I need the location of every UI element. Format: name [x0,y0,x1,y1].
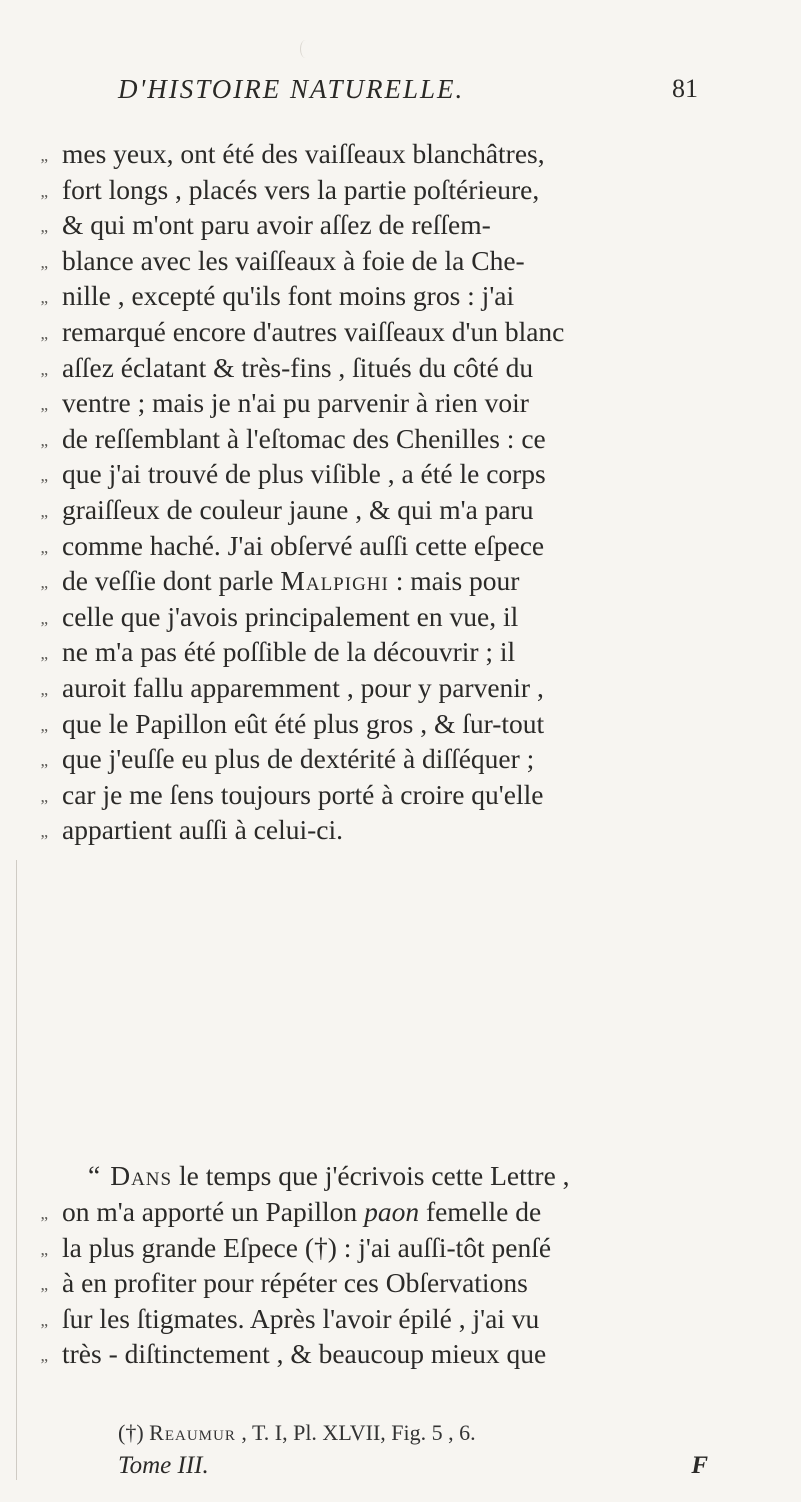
quote-mark: „ [40,786,48,806]
quote-mark: „ [40,1204,48,1223]
footnote [118,1420,476,1446]
text-line [0,243,801,279]
quote-mark: „ [40,537,48,557]
footnote-author: Reaumur [149,1420,236,1445]
text-line [0,1265,801,1301]
text-line [0,136,801,172]
page-number: 81 [672,74,698,103]
first-word: Dans [110,1160,173,1191]
quote-mark: „ [40,146,48,165]
quote-mark: „ [40,1310,48,1330]
quote-mark: „ [40,751,48,771]
line-text: à en profiter pour répéter ces Obſervations [62,1267,528,1299]
italic-word: paon [364,1196,420,1227]
text-line [0,599,801,635]
quote-mark: „ [40,430,48,450]
quote-mark: „ [40,395,48,415]
text-line [0,670,801,706]
quote-mark: „ [40,822,48,842]
line-text: aſſez éclatant & très-fins , ſitués du côté du [62,351,534,383]
text-after: femelle de [419,1196,542,1227]
text-line [0,706,801,742]
line-text: fort longs , placés vers la partie poſtérieure, [62,173,540,205]
text-after: : mais pour [388,565,520,597]
text-line [0,1158,801,1194]
text-before: de veſſie dont parle [62,565,281,597]
text-line [0,385,801,421]
footnote-marker: (†) [118,1420,144,1445]
text-line [0,207,801,243]
line-text: la plus grande Eſpece (†) : j'ai auſſi-tôt penſé [62,1231,552,1263]
line-text: & qui m'ont paru avoir aſſez de reſſem- [62,209,491,241]
quote-mark: „ [40,324,48,343]
line-text: que j'ai trouvé de plus viſible , a été le corps [62,458,546,490]
line-text: auroit fallu apparemment , pour y parvenir , [62,672,544,703]
line-text: ventre ; mais je n'ai pu parvenir à rien voir [62,387,529,419]
text-line [0,563,801,599]
line-text: très - diſtinctement , & beaucoup mieux que [62,1338,547,1370]
quote-mark: „ [40,644,48,664]
ink-mark [300,40,311,58]
line-text: comme haché. J'ai obſervé auſſi cette eſpece [62,529,545,561]
text-line [0,278,801,314]
line-text: ſur les ſtigmates. Après l'avoir épilé , j'ai vu [62,1302,540,1334]
signature-mark: F [691,1452,708,1479]
line-text: nille , excepté qu'ils font moins gros : j'ai [62,280,515,312]
quote-mark: „ [40,1275,48,1295]
opening-quote: “ [88,1160,101,1191]
line-text: que j'euſſe eu plus de dextérité à diſſéquer ; [62,743,535,775]
text-line [0,1230,801,1266]
signature-line [118,1452,708,1488]
text-line [0,314,801,350]
volume-label: Tome III. [118,1452,209,1479]
footnote-reference: , T. I, Pl. XLVII, Fig. 5 , 6. [235,1420,476,1445]
proper-name: Malpighi [280,565,389,597]
quote-mark: „ [40,288,48,308]
quote-mark: „ [40,1239,48,1259]
text-line [0,172,801,208]
text-line [0,1194,801,1230]
line-text [62,1194,541,1230]
line-text [62,563,519,599]
line-text: que le Papillon eût été plus gros , & ſur-tout [62,707,545,739]
line-text: appartient auſſi à celui-ci. [62,814,343,846]
text-line [0,421,801,457]
line-text: ne m'a pas été poſſible de la découvrir ; il [62,636,516,668]
quote-mark: „ [40,502,48,521]
text-rest: le temps que j'écrivois cette Lettre , [172,1160,570,1191]
text-line [0,350,801,386]
line-text: blance avec les vaiſſeaux à foie de la Che- [62,244,525,276]
quote-mark: „ [40,680,48,699]
page-header [118,74,698,114]
quote-mark: „ [40,359,48,379]
line-text: mes yeux, ont été des vaiſſeaux blanchâtres, [62,138,545,169]
line-text: graiſſeux de couleur jaune , & qui m'a paru [62,494,534,525]
line-text: remarqué encore d'autres vaiſſeaux d'un blanc [62,316,565,347]
text-line [0,741,801,777]
quote-mark: „ [40,181,48,201]
running-title: D'HISTOIRE NATURELLE. [118,74,465,104]
margin-rule [16,860,17,1480]
text-line [0,456,801,492]
text-line [0,812,801,848]
text-line [0,1336,801,1372]
text-line [0,634,801,670]
text-line [0,492,801,528]
quote-mark: „ [40,252,48,272]
text-line [0,528,801,564]
text-line [0,777,801,813]
quote-mark: „ [40,573,48,593]
line-text: de reſſemblant à l'eſtomac des Chenilles : ce [62,422,546,454]
quote-mark: „ [40,715,48,735]
line-text [88,1158,570,1194]
quote-mark: „ [40,1346,48,1366]
line-text: car je me ſens toujours porté à croire qu'elle [62,778,544,810]
quote-mark: „ [40,217,48,237]
text-line [0,1301,801,1337]
line-text: celle que j'avois principalement en vue, il [62,600,519,632]
text-before: on m'a apporté un Papillon [62,1196,365,1227]
quote-mark: „ [40,466,48,486]
quote-mark: „ [40,608,48,628]
